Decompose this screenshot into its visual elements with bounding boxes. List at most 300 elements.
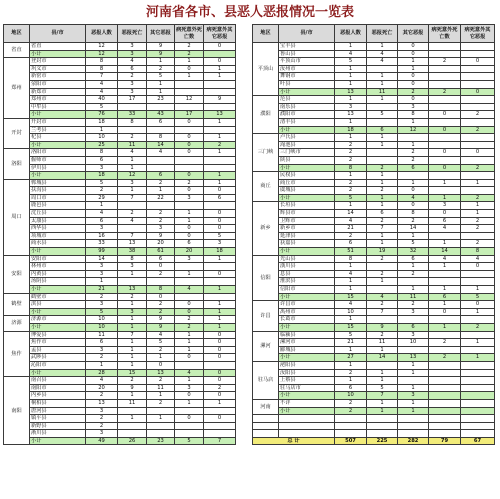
value-cell: 10 (335, 308, 367, 316)
table-row (253, 73, 495, 81)
value-cell (429, 392, 461, 400)
value-cell: 2 (461, 194, 495, 202)
county-cell: 登封市 (30, 58, 86, 66)
table-row (4, 134, 236, 142)
table-row (253, 156, 495, 164)
region-cell: 许昌 (253, 301, 279, 331)
value-cell: 1 (335, 278, 367, 286)
value-cell: 4 (86, 80, 118, 88)
value-cell: 11 (147, 384, 175, 392)
table-row (253, 415, 495, 423)
value-cell: 15 (118, 369, 147, 377)
table-row (4, 88, 236, 96)
county-cell: 汝阳县 (279, 369, 335, 377)
county-cell: 省直 (30, 43, 86, 51)
value-cell (147, 164, 175, 172)
value-cell: 1 (335, 286, 367, 294)
table-row (253, 202, 495, 210)
value-cell: 0 (204, 354, 236, 362)
value-cell: 1 (118, 354, 147, 362)
value-cell: 6 (398, 164, 429, 172)
value-cell: 2 (147, 346, 175, 354)
value-cell: 1 (204, 118, 236, 126)
value-cell: 0 (461, 88, 495, 96)
value-cell: 79 (429, 437, 461, 445)
region-cell: 周口 (4, 179, 30, 255)
value-cell: 1 (204, 179, 236, 187)
table-row (253, 118, 495, 126)
county-cell: 叶县 (279, 80, 335, 88)
county-cell: 西华县 (30, 225, 86, 233)
value-cell (429, 65, 461, 73)
value-cell: 1 (118, 346, 147, 354)
value-cell (118, 422, 147, 430)
value-cell: 0 (175, 141, 204, 149)
value-cell (461, 415, 495, 423)
value-cell: 17 (118, 96, 147, 104)
value-cell: 1 (147, 392, 175, 400)
value-cell: 0 (204, 225, 236, 233)
county-cell: 三门峡市 (279, 149, 335, 157)
value-cell: 1 (147, 58, 175, 66)
value-cell: 1 (398, 179, 429, 187)
value-cell: 1 (204, 65, 236, 73)
column-header: 病死意外死亡数 (429, 25, 461, 43)
value-cell: 16 (86, 232, 118, 240)
value-cell: 2 (367, 164, 398, 172)
table-row (253, 316, 495, 324)
value-cell (118, 202, 147, 210)
value-cell: 1 (175, 346, 204, 354)
value-cell: 8 (335, 164, 367, 172)
value-cell (461, 346, 495, 354)
value-cell (335, 415, 367, 423)
column-header: 其它恶报 (147, 25, 175, 43)
value-cell: 9 (118, 384, 147, 392)
value-cell: 4 (118, 149, 147, 157)
county-cell: 内乡县 (30, 392, 86, 400)
value-cell: 1 (367, 232, 398, 240)
value-cell: 0 (204, 43, 236, 51)
value-cell: 1 (118, 316, 147, 324)
value-cell: 7 (86, 73, 118, 81)
region-cell: 省直 (4, 43, 30, 58)
value-cell (147, 278, 175, 286)
value-cell (204, 202, 236, 210)
value-cell: 23 (147, 437, 175, 445)
value-cell: 1 (335, 263, 367, 271)
table-row (253, 179, 495, 187)
county-cell: 孟县 (30, 346, 86, 354)
value-cell: 8 (118, 255, 147, 263)
value-cell: 4 (335, 301, 367, 309)
value-cell: 1 (204, 301, 236, 309)
value-cell: 1 (335, 134, 367, 142)
value-cell (461, 399, 495, 407)
value-cell: 99 (86, 248, 118, 256)
subtotal-row (4, 248, 236, 256)
value-cell (461, 407, 495, 415)
county-cell: 小计 (279, 354, 335, 362)
value-cell: 2 (204, 141, 236, 149)
county-cell: 小计 (30, 369, 86, 377)
value-cell (429, 43, 461, 51)
value-cell (175, 263, 204, 271)
value-cell: 21 (335, 339, 367, 347)
value-cell: 3 (86, 225, 118, 233)
value-cell (147, 126, 175, 134)
value-cell: 1 (398, 407, 429, 415)
value-cell: 0 (429, 308, 461, 316)
value-cell: 1 (147, 415, 175, 423)
value-cell (461, 172, 495, 180)
value-cell: 23 (147, 96, 175, 104)
value-cell: 1 (367, 73, 398, 81)
value-cell: 3 (86, 164, 118, 172)
subtotal-row (4, 50, 236, 58)
value-cell: 1 (335, 202, 367, 210)
value-cell: 3 (398, 308, 429, 316)
value-cell: 0 (175, 308, 204, 316)
table-row (4, 240, 236, 248)
value-cell (118, 278, 147, 286)
value-cell: 3 (175, 194, 204, 202)
value-cell (175, 80, 204, 88)
value-cell: 2 (147, 377, 175, 385)
value-cell (461, 331, 495, 339)
value-cell: 1 (335, 346, 367, 354)
value-cell: 0 (204, 346, 236, 354)
value-cell: 0 (398, 187, 429, 195)
table-row (253, 80, 495, 88)
table-row (253, 278, 495, 286)
value-cell: 13 (335, 111, 367, 119)
value-cell: 12 (86, 50, 118, 58)
value-cell: 1 (204, 316, 236, 324)
value-cell: 0 (175, 301, 204, 309)
value-cell (147, 103, 175, 111)
table-row (253, 43, 495, 51)
value-cell: 1 (86, 361, 118, 369)
value-cell: 1 (147, 80, 175, 88)
value-cell: 0 (175, 134, 204, 142)
value-cell: 6 (147, 118, 175, 126)
table-row (4, 164, 236, 172)
value-cell (204, 361, 236, 369)
county-cell: 南阳市 (30, 384, 86, 392)
county-cell: 新乡市 (279, 225, 335, 233)
value-cell: 1 (367, 43, 398, 51)
value-cell: 2 (118, 73, 147, 81)
value-cell: 0 (461, 301, 495, 309)
value-cell: 76 (86, 111, 118, 119)
value-cell: 26 (118, 437, 147, 445)
value-cell: 0 (398, 50, 429, 58)
value-cell: 1 (398, 399, 429, 407)
value-cell (367, 65, 398, 73)
value-cell: 1 (461, 354, 495, 362)
value-cell: 0 (175, 187, 204, 195)
value-cell: 5 (147, 73, 175, 81)
value-cell (461, 232, 495, 240)
value-cell: 13 (147, 369, 175, 377)
value-cell: 0 (398, 202, 429, 210)
subtotal-row (253, 194, 495, 202)
value-cell: 1 (367, 407, 398, 415)
value-cell (175, 293, 204, 301)
value-cell: 0 (461, 149, 495, 157)
region-cell: 济源 (4, 316, 30, 331)
value-cell (429, 73, 461, 81)
value-cell: 2 (175, 43, 204, 51)
column-header: 其它恶报 (398, 25, 429, 43)
value-cell: 1 (147, 354, 175, 362)
county-cell: 小计 (30, 248, 86, 256)
table-row (4, 194, 236, 202)
value-cell: 2 (461, 111, 495, 119)
value-cell (429, 377, 461, 385)
value-cell: 2 (367, 255, 398, 263)
value-cell: 0 (429, 126, 461, 134)
table-row (4, 331, 236, 339)
value-cell: 4 (335, 270, 367, 278)
value-cell (118, 126, 147, 134)
county-cell: 小计 (279, 88, 335, 96)
column-header: 病死意外其它恶报 (204, 25, 236, 43)
value-cell: 0 (204, 331, 236, 339)
region-cell: 商丘 (253, 172, 279, 202)
county-cell: 平顶山市 (279, 58, 335, 66)
region-cell: 南阳 (4, 377, 30, 445)
county-cell: 卢氏县 (279, 134, 335, 142)
value-cell (398, 430, 429, 438)
value-cell: 4 (175, 369, 204, 377)
table-row (4, 316, 236, 324)
value-cell (147, 202, 175, 210)
value-cell: 19 (367, 248, 398, 256)
county-cell: 息县 (279, 270, 335, 278)
table-row (4, 354, 236, 362)
value-cell: 10 (398, 339, 429, 347)
value-cell: 4 (461, 255, 495, 263)
table-row (253, 399, 495, 407)
value-cell: 1 (429, 263, 461, 271)
value-cell: 12 (118, 172, 147, 180)
value-cell (147, 407, 175, 415)
value-cell (175, 407, 204, 415)
table-row (4, 217, 236, 225)
subtotal-row (253, 88, 495, 96)
region-cell: 安阳 (4, 255, 30, 293)
value-cell (461, 73, 495, 81)
value-cell: 1 (367, 399, 398, 407)
value-cell: 2 (367, 217, 398, 225)
value-cell: 2 (429, 58, 461, 66)
table-row (253, 172, 495, 180)
value-cell: 1 (398, 384, 429, 392)
value-cell: 1 (367, 134, 398, 142)
value-cell: 3 (86, 346, 118, 354)
county-cell: 潢川县 (279, 263, 335, 271)
table-row (4, 58, 236, 66)
value-cell: 0 (204, 58, 236, 66)
subtotal-row (253, 407, 495, 415)
value-cell: 1 (335, 43, 367, 51)
county-cell: 焦作市 (30, 339, 86, 347)
value-cell: 0 (204, 415, 236, 423)
value-cell: 7 (118, 194, 147, 202)
county-cell: 小计 (279, 248, 335, 256)
value-cell (175, 278, 204, 286)
value-cell: 7 (367, 392, 398, 400)
value-cell: 3 (118, 179, 147, 187)
value-cell: 1 (175, 73, 204, 81)
value-cell: 2 (461, 217, 495, 225)
value-cell: 2 (118, 377, 147, 385)
value-cell: 1 (118, 187, 147, 195)
value-cell: 4 (335, 50, 367, 58)
value-cell (461, 118, 495, 126)
value-cell (204, 422, 236, 430)
county-cell: 清丰县 (279, 118, 335, 126)
column-header: 恶报人数 (86, 25, 118, 43)
value-cell (461, 316, 495, 324)
table-row (253, 217, 495, 225)
county-cell: 镇平县 (30, 415, 86, 423)
county-cell (279, 415, 335, 423)
county-cell: 汝州市 (279, 65, 335, 73)
value-cell: 6 (335, 384, 367, 392)
value-cell: 3 (204, 240, 236, 248)
right-header-row (253, 25, 495, 43)
value-cell: 5 (367, 111, 398, 119)
table-row (4, 65, 236, 73)
value-cell (204, 88, 236, 96)
table-row (4, 73, 236, 81)
table-row (4, 156, 236, 164)
value-cell (461, 270, 495, 278)
county-cell: 小计 (279, 323, 335, 331)
table-row (4, 80, 236, 88)
value-cell: 4 (429, 225, 461, 233)
county-cell: 开封市 (30, 118, 86, 126)
table-row (253, 301, 495, 309)
value-cell (367, 316, 398, 324)
value-cell: 10 (335, 392, 367, 400)
value-cell (461, 377, 495, 385)
value-cell (204, 80, 236, 88)
county-cell: 周口市 (30, 194, 86, 202)
value-cell: 3 (429, 202, 461, 210)
table-row (4, 415, 236, 423)
value-cell: 1 (335, 316, 367, 324)
table-row (4, 377, 236, 385)
county-cell: 获嘉县 (279, 240, 335, 248)
value-cell (204, 430, 236, 438)
column-header: 县/市 (279, 25, 335, 43)
table-row (253, 339, 495, 347)
value-cell (367, 361, 398, 369)
county-cell: 陕县 (279, 156, 335, 164)
value-cell: 28 (86, 369, 118, 377)
value-cell (429, 331, 461, 339)
value-cell: 1 (335, 172, 367, 180)
value-cell (367, 415, 398, 423)
value-cell: 6 (86, 339, 118, 347)
value-cell: 13 (118, 240, 147, 248)
value-cell: 0 (204, 217, 236, 225)
value-cell: 1 (118, 164, 147, 172)
value-cell: 1 (118, 392, 147, 400)
value-cell: 2 (461, 164, 495, 172)
value-cell: 2 (461, 323, 495, 331)
value-cell: 0 (398, 80, 429, 88)
value-cell (461, 430, 495, 438)
value-cell: 11 (398, 293, 429, 301)
value-cell: 1 (335, 377, 367, 385)
value-cell (175, 126, 204, 134)
value-cell: 3 (398, 392, 429, 400)
value-cell: 3 (118, 88, 147, 96)
value-cell (429, 187, 461, 195)
value-cell: 5 (175, 437, 204, 445)
value-cell: 27 (335, 354, 367, 362)
value-cell (461, 369, 495, 377)
column-header: 恶报死亡 (118, 25, 147, 43)
value-cell: 3 (335, 103, 367, 111)
value-cell: 6 (398, 323, 429, 331)
value-cell: 4 (367, 50, 398, 58)
value-cell: 0 (175, 415, 204, 423)
county-cell: 偃师市 (30, 156, 86, 164)
value-cell: 3 (86, 270, 118, 278)
value-cell: 6 (335, 240, 367, 248)
value-cell: 1 (175, 377, 204, 385)
table-row (253, 331, 495, 339)
value-cell: 6 (147, 172, 175, 180)
value-cell: 5 (461, 293, 495, 301)
table-row (253, 210, 495, 218)
value-cell (461, 361, 495, 369)
value-cell: 11 (118, 141, 147, 149)
table-row (4, 43, 236, 51)
value-cell: 11 (118, 399, 147, 407)
value-cell: 4 (335, 217, 367, 225)
value-cell (461, 103, 495, 111)
value-cell (429, 399, 461, 407)
table-row (4, 399, 236, 407)
value-cell (429, 361, 461, 369)
county-cell: 南召县 (30, 377, 86, 385)
table-row (4, 126, 236, 134)
value-cell: 1 (204, 399, 236, 407)
county-cell: 许昌市 (279, 301, 335, 309)
table-row (253, 240, 495, 248)
value-cell (429, 80, 461, 88)
value-cell: 9 (204, 96, 236, 104)
value-cell (398, 134, 429, 142)
table-row (4, 149, 236, 157)
table-row (253, 149, 495, 157)
county-cell: 商水县 (30, 240, 86, 248)
table-row (253, 65, 495, 73)
value-cell (367, 103, 398, 111)
value-cell (204, 126, 236, 134)
value-cell: 2 (86, 422, 118, 430)
value-cell: 2 (147, 308, 175, 316)
value-cell (118, 103, 147, 111)
value-cell: 1 (398, 263, 429, 271)
